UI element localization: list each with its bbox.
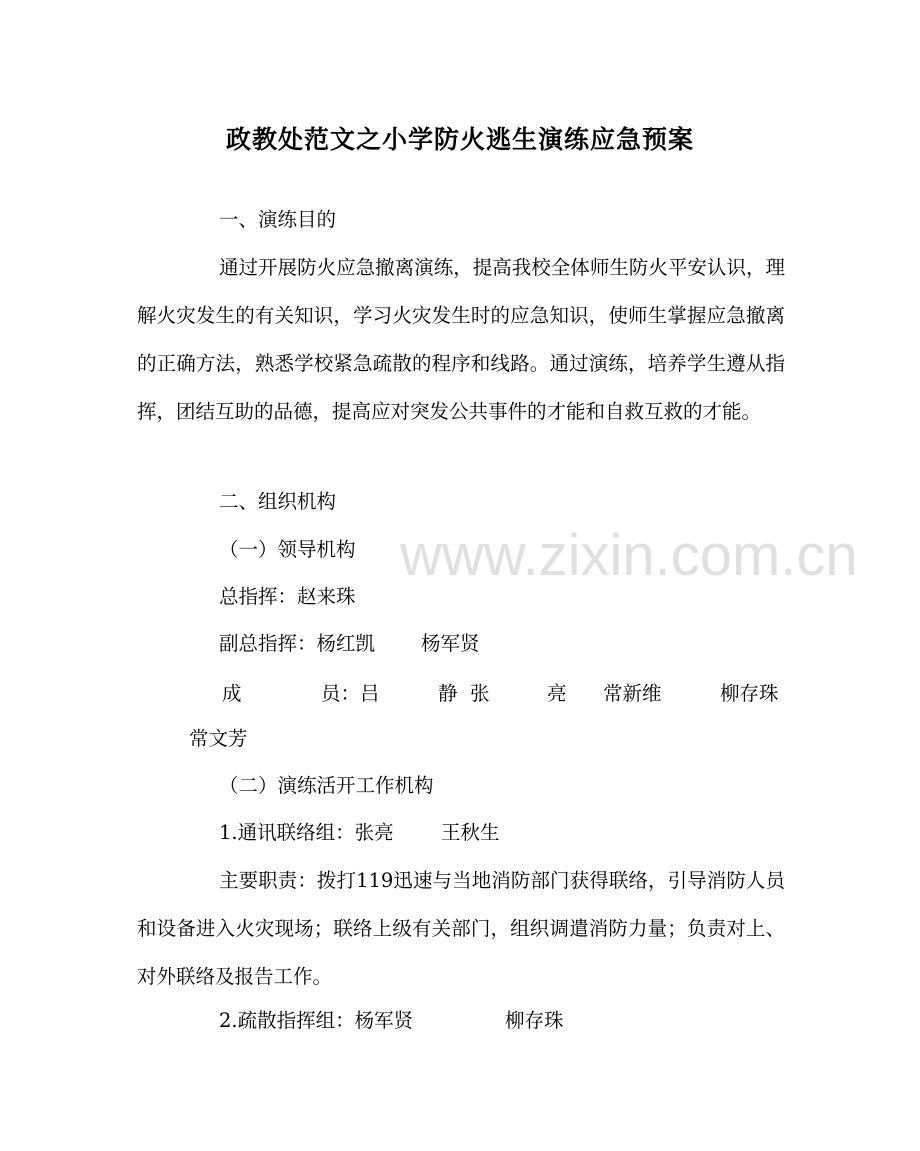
watermark: www.zixin.com.cn bbox=[400, 523, 858, 588]
paragraph-group1-duties: 主要职责：拨打119迅速与当地消防部门获得联络，引导消防人员和设备进入火灾现场；联络上级有关部门，组织调遣消防力量；负责对上、对外联络及报告工作。 bbox=[137, 869, 785, 988]
subheading-leadership: （一）领导机构 bbox=[219, 538, 356, 561]
group2-line: 2.疏散指挥组：杨军贤 bbox=[219, 1009, 414, 1032]
group1-line: 1.通讯联络组：张亮 bbox=[219, 821, 394, 844]
member-name: 常新维 bbox=[603, 682, 662, 705]
deputy-commander-line: 副总指挥：杨红凯 bbox=[219, 632, 376, 655]
member-name: 张 bbox=[470, 682, 490, 705]
members-line bbox=[0, 678, 920, 708]
section-heading-organization: 二、组织机构 bbox=[219, 490, 337, 513]
commander-line: 总指挥：赵来珠 bbox=[219, 585, 356, 608]
members-label-1: 成 bbox=[222, 682, 242, 705]
members-last: 常文芳 bbox=[189, 727, 248, 750]
document-title: 政教处范文之小学防火逃生演练应急预案 bbox=[225, 125, 694, 154]
member-name: 亮 bbox=[547, 682, 567, 705]
paragraph-purpose: 通过开展防火应急撤离演练，提高我校全体师生防火平安认识，理解火灾发生的有关知识，学习火灾发生时的应急知识，使师生掌握应急撤离的正确方法，熟悉学校紧急疏散的程序和线路。通过演练，培养学生遵从指挥，团结互助的品德，提高应对突发公共事件的才能和自救互救的才能。 bbox=[137, 256, 785, 423]
group2-second: 柳存珠 bbox=[505, 1009, 564, 1032]
section-heading-purpose: 一、演练目的 bbox=[219, 208, 337, 231]
member-name: 柳存珠 bbox=[720, 682, 779, 705]
subheading-drill-organization: （二）演练活开工作机构 bbox=[219, 774, 434, 797]
member-name: 静 bbox=[438, 682, 458, 705]
members-label-2: 员：吕 bbox=[321, 682, 380, 705]
deputy-commander-second: 杨军贤 bbox=[421, 632, 480, 655]
group1-second: 王秋生 bbox=[441, 821, 500, 844]
